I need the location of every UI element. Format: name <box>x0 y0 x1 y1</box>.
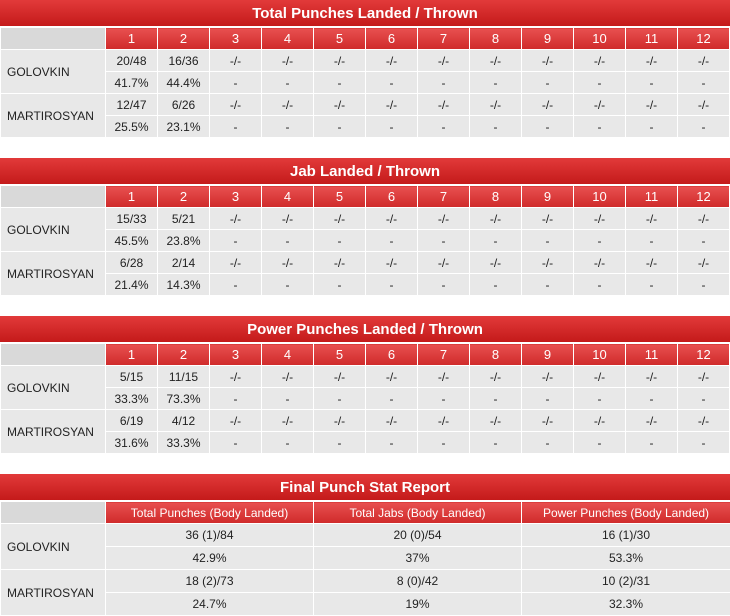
count-cell: -/- <box>522 94 574 116</box>
count-cell: -/- <box>210 252 262 274</box>
round-header-11: 11 <box>626 28 678 50</box>
pct-cell: - <box>522 72 574 94</box>
round-header-8: 8 <box>470 28 522 50</box>
pct-cell: - <box>678 72 730 94</box>
pct-cell: - <box>366 116 418 138</box>
pct-cell: - <box>470 72 522 94</box>
table-row <box>1 50 730 72</box>
count-cell: -/- <box>314 94 366 116</box>
round-header-12: 12 <box>678 186 730 208</box>
count-cell: -/- <box>314 410 366 432</box>
pct-cell: - <box>418 116 470 138</box>
round-header-10: 10 <box>574 28 626 50</box>
round-header-2: 2 <box>158 186 210 208</box>
count-cell: -/- <box>366 366 418 388</box>
count-cell: -/- <box>626 252 678 274</box>
round-header-5: 5 <box>314 186 366 208</box>
pct-cell: - <box>366 274 418 296</box>
pct-cell: 25.5% <box>106 116 158 138</box>
section-title: Final Punch Stat Report <box>0 474 730 501</box>
pct-cell: - <box>522 388 574 410</box>
fighter-name: MARTIROSYAN <box>1 410 106 454</box>
pct-cell: - <box>574 388 626 410</box>
pct-cell: - <box>366 432 418 454</box>
final-header-row <box>1 502 730 524</box>
count-cell: -/- <box>626 208 678 230</box>
pct-cell: - <box>522 432 574 454</box>
round-header-4: 4 <box>262 344 314 366</box>
count-cell: -/- <box>626 50 678 72</box>
count-cell: -/- <box>314 366 366 388</box>
round-header-12: 12 <box>678 344 730 366</box>
count-cell: -/- <box>418 410 470 432</box>
stat-cell: 36 (1)/84 <box>106 524 314 547</box>
pct-cell: - <box>470 230 522 252</box>
pct-cell: - <box>574 230 626 252</box>
total-punches-section <box>0 0 730 138</box>
round-header-9: 9 <box>522 186 574 208</box>
count-cell: -/- <box>678 208 730 230</box>
header-blank-cell <box>1 186 106 208</box>
pct-cell: 37% <box>314 547 522 570</box>
count-cell: 6/28 <box>106 252 158 274</box>
pct-cell: - <box>418 388 470 410</box>
count-cell: -/- <box>314 252 366 274</box>
count-cell: -/- <box>262 208 314 230</box>
stat-cell: 16 (1)/30 <box>522 524 730 547</box>
count-cell: 2/14 <box>158 252 210 274</box>
power-punches-table <box>0 343 730 454</box>
round-header-8: 8 <box>470 186 522 208</box>
count-cell: -/- <box>418 50 470 72</box>
round-header-11: 11 <box>626 344 678 366</box>
table-row <box>1 410 730 432</box>
pct-cell: 23.8% <box>158 230 210 252</box>
round-header-1: 1 <box>106 186 158 208</box>
pct-cell: - <box>262 116 314 138</box>
count-cell: -/- <box>678 410 730 432</box>
count-cell: -/- <box>678 366 730 388</box>
pct-cell: - <box>210 72 262 94</box>
power-punches-section <box>0 316 730 454</box>
pct-cell: 32.3% <box>522 593 730 616</box>
round-header-9: 9 <box>522 28 574 50</box>
round-header-2: 2 <box>158 28 210 50</box>
fighter-name: GOLOVKIN <box>1 524 106 570</box>
count-cell: -/- <box>210 208 262 230</box>
pct-cell: - <box>210 274 262 296</box>
pct-cell: - <box>574 72 626 94</box>
table-row <box>1 366 730 388</box>
pct-cell: - <box>418 432 470 454</box>
count-cell: 5/15 <box>106 366 158 388</box>
header-blank-cell <box>1 502 106 524</box>
round-header-7: 7 <box>418 186 470 208</box>
table-row <box>1 230 730 252</box>
pct-cell: - <box>574 116 626 138</box>
round-header-row <box>1 344 730 366</box>
pct-cell: - <box>678 388 730 410</box>
table-row <box>1 252 730 274</box>
pct-cell: - <box>678 274 730 296</box>
round-header-4: 4 <box>262 28 314 50</box>
count-cell: 20/48 <box>106 50 158 72</box>
count-cell: -/- <box>366 50 418 72</box>
table-row <box>1 94 730 116</box>
pct-cell: - <box>470 274 522 296</box>
round-header-11: 11 <box>626 186 678 208</box>
count-cell: 5/21 <box>158 208 210 230</box>
count-cell: -/- <box>262 94 314 116</box>
pct-cell: - <box>314 116 366 138</box>
count-cell: -/- <box>522 50 574 72</box>
pct-cell: - <box>262 274 314 296</box>
final-report-section <box>0 474 730 616</box>
pct-cell: - <box>366 230 418 252</box>
count-cell: -/- <box>418 252 470 274</box>
pct-cell: - <box>210 388 262 410</box>
count-cell: -/- <box>574 252 626 274</box>
count-cell: -/- <box>470 94 522 116</box>
count-cell: -/- <box>262 410 314 432</box>
count-cell: -/- <box>678 94 730 116</box>
table-row <box>1 547 730 570</box>
pct-cell: - <box>418 274 470 296</box>
header-total-jabs: Total Jabs (Body Landed) <box>314 502 522 524</box>
round-header-1: 1 <box>106 28 158 50</box>
pct-cell: - <box>366 72 418 94</box>
pct-cell: 33.3% <box>106 388 158 410</box>
pct-cell: - <box>678 116 730 138</box>
count-cell: -/- <box>418 94 470 116</box>
count-cell: -/- <box>418 208 470 230</box>
stat-cell: 10 (2)/31 <box>522 570 730 593</box>
pct-cell: 21.4% <box>106 274 158 296</box>
count-cell: -/- <box>522 208 574 230</box>
final-report-table <box>0 501 730 616</box>
round-header-5: 5 <box>314 28 366 50</box>
table-row <box>1 72 730 94</box>
pct-cell: - <box>678 230 730 252</box>
pct-cell: - <box>418 72 470 94</box>
pct-cell: - <box>470 116 522 138</box>
pct-cell: 73.3% <box>158 388 210 410</box>
header-blank-cell <box>1 28 106 50</box>
total-punches-table <box>0 27 730 138</box>
count-cell: -/- <box>262 366 314 388</box>
pct-cell: - <box>262 72 314 94</box>
section-title: Total Punches Landed / Thrown <box>0 0 730 27</box>
count-cell: 15/33 <box>106 208 158 230</box>
pct-cell: - <box>626 274 678 296</box>
count-cell: -/- <box>626 94 678 116</box>
round-header-10: 10 <box>574 344 626 366</box>
stat-cell: 20 (0)/54 <box>314 524 522 547</box>
fighter-name: MARTIROSYAN <box>1 252 106 296</box>
pct-cell: 42.9% <box>106 547 314 570</box>
count-cell: 11/15 <box>158 366 210 388</box>
count-cell: -/- <box>574 50 626 72</box>
pct-cell: - <box>314 388 366 410</box>
pct-cell: - <box>366 388 418 410</box>
pct-cell: - <box>418 230 470 252</box>
count-cell: -/- <box>626 410 678 432</box>
fighter-name: GOLOVKIN <box>1 366 106 410</box>
round-header-1: 1 <box>106 344 158 366</box>
table-row <box>1 274 730 296</box>
pct-cell: - <box>210 116 262 138</box>
pct-cell: - <box>314 274 366 296</box>
count-cell: -/- <box>626 366 678 388</box>
round-header-7: 7 <box>418 28 470 50</box>
pct-cell: - <box>210 432 262 454</box>
round-header-10: 10 <box>574 186 626 208</box>
pct-cell: - <box>522 274 574 296</box>
pct-cell: - <box>210 230 262 252</box>
round-header-7: 7 <box>418 344 470 366</box>
header-total-punches: Total Punches (Body Landed) <box>106 502 314 524</box>
pct-cell: - <box>470 432 522 454</box>
count-cell: 6/19 <box>106 410 158 432</box>
count-cell: -/- <box>314 50 366 72</box>
count-cell: 4/12 <box>158 410 210 432</box>
pct-cell: - <box>626 388 678 410</box>
pct-cell: 41.7% <box>106 72 158 94</box>
pct-cell: 45.5% <box>106 230 158 252</box>
fighter-name: GOLOVKIN <box>1 50 106 94</box>
pct-cell: - <box>262 230 314 252</box>
count-cell: -/- <box>470 208 522 230</box>
round-header-12: 12 <box>678 28 730 50</box>
count-cell: -/- <box>470 410 522 432</box>
pct-cell: 23.1% <box>158 116 210 138</box>
pct-cell: - <box>314 230 366 252</box>
pct-cell: - <box>314 432 366 454</box>
round-header-6: 6 <box>366 28 418 50</box>
count-cell: -/- <box>262 50 314 72</box>
count-cell: -/- <box>678 252 730 274</box>
count-cell: -/- <box>366 208 418 230</box>
round-header-6: 6 <box>366 186 418 208</box>
pct-cell: - <box>470 388 522 410</box>
pct-cell: - <box>626 116 678 138</box>
count-cell: -/- <box>574 366 626 388</box>
count-cell: 16/36 <box>158 50 210 72</box>
round-header-2: 2 <box>158 344 210 366</box>
count-cell: -/- <box>574 410 626 432</box>
fighter-name: GOLOVKIN <box>1 208 106 252</box>
pct-cell: - <box>522 116 574 138</box>
count-cell: -/- <box>522 366 574 388</box>
table-row <box>1 388 730 410</box>
count-cell: -/- <box>314 208 366 230</box>
round-header-4: 4 <box>262 186 314 208</box>
count-cell: -/- <box>210 50 262 72</box>
count-cell: -/- <box>678 50 730 72</box>
pct-cell: - <box>522 230 574 252</box>
header-power-punches: Power Punches (Body Landed) <box>522 502 730 524</box>
pct-cell: - <box>262 388 314 410</box>
pct-cell: 44.4% <box>158 72 210 94</box>
count-cell: -/- <box>574 208 626 230</box>
table-row <box>1 570 730 593</box>
pct-cell: 33.3% <box>158 432 210 454</box>
count-cell: -/- <box>470 252 522 274</box>
pct-cell: - <box>626 72 678 94</box>
count-cell: -/- <box>210 94 262 116</box>
round-header-3: 3 <box>210 28 262 50</box>
count-cell: -/- <box>470 366 522 388</box>
pct-cell: - <box>678 432 730 454</box>
count-cell: -/- <box>262 252 314 274</box>
table-row <box>1 116 730 138</box>
stat-cell: 18 (2)/73 <box>106 570 314 593</box>
pct-cell: 14.3% <box>158 274 210 296</box>
section-title: Jab Landed / Thrown <box>0 158 730 185</box>
table-row <box>1 432 730 454</box>
table-row <box>1 524 730 547</box>
count-cell: -/- <box>366 410 418 432</box>
pct-cell: 24.7% <box>106 593 314 616</box>
pct-cell: 19% <box>314 593 522 616</box>
round-header-9: 9 <box>522 344 574 366</box>
count-cell: -/- <box>210 410 262 432</box>
section-title: Power Punches Landed / Thrown <box>0 316 730 343</box>
stat-cell: 8 (0)/42 <box>314 570 522 593</box>
round-header-8: 8 <box>470 344 522 366</box>
count-cell: -/- <box>574 94 626 116</box>
count-cell: -/- <box>522 252 574 274</box>
count-cell: -/- <box>418 366 470 388</box>
pct-cell: - <box>262 432 314 454</box>
count-cell: -/- <box>470 50 522 72</box>
count-cell: 6/26 <box>158 94 210 116</box>
pct-cell: 31.6% <box>106 432 158 454</box>
table-row <box>1 593 730 616</box>
count-cell: -/- <box>210 366 262 388</box>
fighter-name: MARTIROSYAN <box>1 570 106 616</box>
round-header-5: 5 <box>314 344 366 366</box>
count-cell: -/- <box>366 252 418 274</box>
pct-cell: 53.3% <box>522 547 730 570</box>
header-blank-cell <box>1 344 106 366</box>
round-header-6: 6 <box>366 344 418 366</box>
pct-cell: - <box>626 230 678 252</box>
round-header-row <box>1 28 730 50</box>
pct-cell: - <box>626 432 678 454</box>
pct-cell: - <box>574 274 626 296</box>
count-cell: -/- <box>366 94 418 116</box>
round-header-3: 3 <box>210 186 262 208</box>
count-cell: -/- <box>522 410 574 432</box>
round-header-row <box>1 186 730 208</box>
fighter-name: MARTIROSYAN <box>1 94 106 138</box>
jab-table <box>0 185 730 296</box>
count-cell: 12/47 <box>106 94 158 116</box>
table-row <box>1 208 730 230</box>
pct-cell: - <box>574 432 626 454</box>
jab-section <box>0 158 730 296</box>
round-header-3: 3 <box>210 344 262 366</box>
pct-cell: - <box>314 72 366 94</box>
